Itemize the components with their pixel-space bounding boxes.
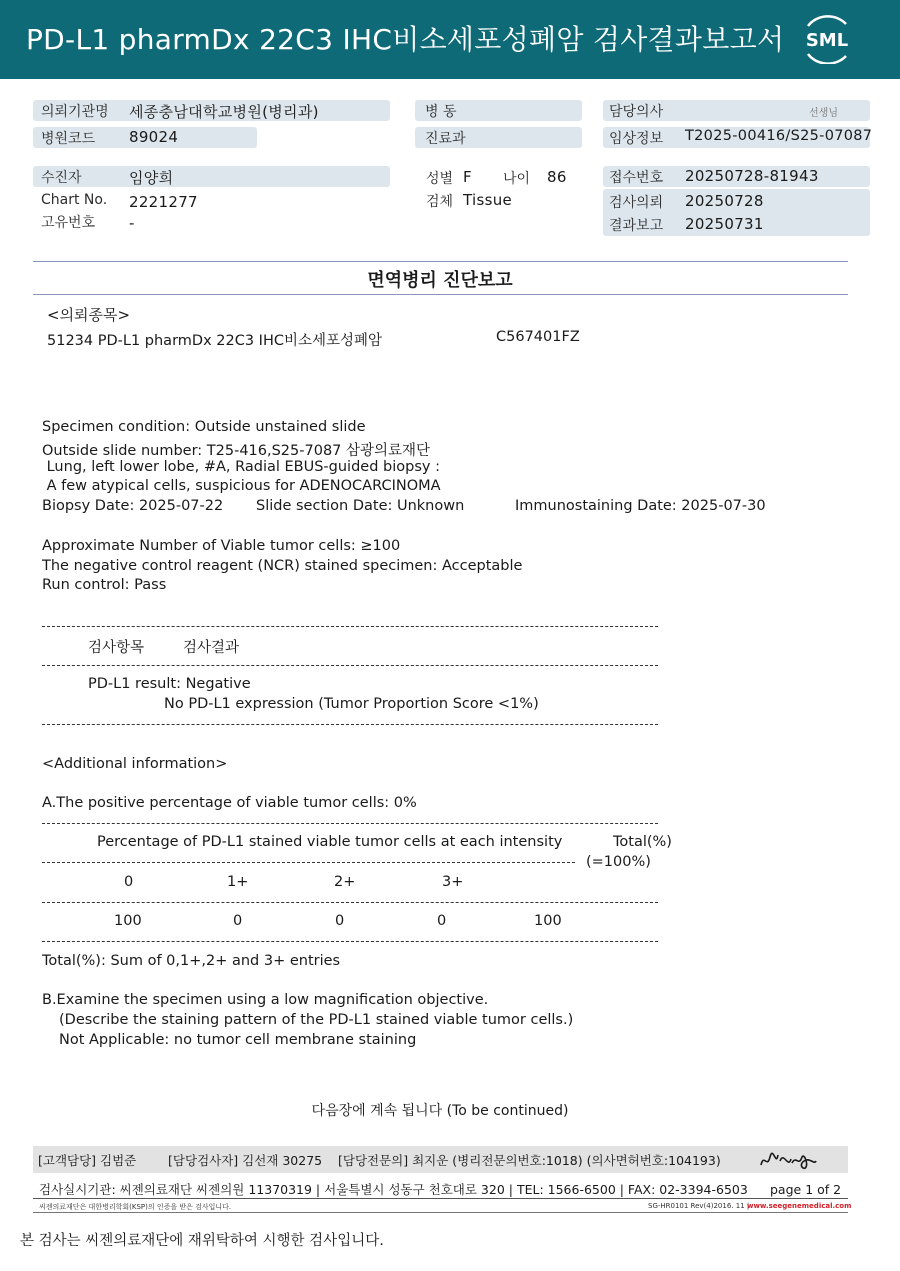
total-header: Total(%) xyxy=(613,834,672,850)
institution-value: 세종충남대학교병원(병리과) xyxy=(129,103,319,121)
footer-website-link[interactable]: www.seegenemedical.com xyxy=(747,1202,852,1210)
section-divider-bottom xyxy=(33,294,848,295)
dashed-rule xyxy=(42,823,658,824)
section-title: 면역병리 진단보고 xyxy=(367,270,513,291)
run-control-line: Run control: Pass xyxy=(42,577,167,593)
request-value: 20250728 xyxy=(685,192,764,210)
footer-page: page 1 of 2 xyxy=(770,1182,842,1197)
viable-cells-line: Approximate Number of Viable tumor cells: ≥100 xyxy=(42,538,401,554)
receipt-label: 접수번호 xyxy=(609,170,664,186)
age-label: 나이 xyxy=(503,171,531,187)
sex-label: 성별 xyxy=(426,171,454,187)
result-col-result: 검사결과 xyxy=(183,640,240,656)
dashed-rule xyxy=(42,626,658,627)
pdl1-result-detail: No PD-L1 expression (Tumor Proportion Score <1%) xyxy=(164,696,539,712)
svg-text:SML: SML xyxy=(805,30,849,51)
age-value: 86 xyxy=(547,168,567,186)
sex-value: F xyxy=(463,168,472,186)
footer-form-code: SG-HR0101 Rev(4)2016. 11 | xyxy=(648,1202,750,1210)
intensity-value-0: 100 xyxy=(114,913,142,929)
intensity-value-1: 0 xyxy=(233,913,243,929)
intensity-value-3: 0 xyxy=(437,913,447,929)
unique-label: 고유번호 xyxy=(41,215,96,231)
immunostaining-date: Immunostaining Date: 2025-07-30 xyxy=(515,498,766,514)
footer-staff-line: [고객담당] 김범준 [담당검사자] 김선재 30275 [담당전문의] 최지운 (병리전문의번호:1018) (의사면허번호:104193) xyxy=(38,1153,721,1168)
dashed-rule xyxy=(42,665,658,666)
section-date: Slide section Date: Unknown xyxy=(256,498,465,514)
signature-image xyxy=(758,1147,820,1173)
chart-value: 2221277 xyxy=(129,193,198,211)
patient-label: 수진자 xyxy=(41,170,82,186)
intensity-value-2: 0 xyxy=(335,913,345,929)
footer-lab-line: 검사실시기관: 씨젠의료재단 씨젠의원 11370319 | 서울특별시 성동구 천호대로 320 | TEL: 1566-6500 | FAX: 02-3394-6503 xyxy=(39,1182,748,1197)
chart-label: Chart No. xyxy=(41,192,108,208)
dept-label: 진료과 xyxy=(425,131,466,147)
intensity-level-2: 2+ xyxy=(334,874,356,890)
specimen-label: 검체 xyxy=(426,194,454,210)
order-item: 51234 PD-L1 pharmDx 22C3 IHC비소세포성폐암 xyxy=(47,333,383,349)
ward-label: 병 동 xyxy=(425,104,457,120)
positive-percentage-line: A.The positive percentage of viable tumor cells: 0% xyxy=(42,795,417,811)
b-line-1: B.Examine the specimen using a low magnification objective. xyxy=(42,992,489,1008)
section-divider-top xyxy=(33,261,848,262)
report-label: 결과보고 xyxy=(609,218,664,234)
unique-value: - xyxy=(129,214,135,232)
footer-rule xyxy=(33,1198,848,1199)
additional-heading: <Additional information> xyxy=(42,756,228,772)
clinical-value: T2025-00416/S25-07087 xyxy=(685,128,873,144)
specimen-line-3: Lung, left lower lobe, #A, Radial EBUS-guided biopsy : xyxy=(42,459,440,475)
b-line-2: (Describe the staining pattern of the PD-L1 stained viable tumor cells.) xyxy=(59,1012,574,1028)
doctor-suffix: 선생님 xyxy=(809,108,838,119)
dashed-rule xyxy=(42,902,658,903)
specimen-line-4: A few atypical cells, suspicious for ADENOCARCINOMA xyxy=(42,478,441,494)
request-label: 검사의뢰 xyxy=(609,195,664,211)
receipt-value: 20250728-81943 xyxy=(685,167,819,185)
sml-logo xyxy=(800,14,854,64)
pdl1-result: PD-L1 result: Negative xyxy=(88,676,251,692)
dashed-rule xyxy=(42,862,575,863)
total-note: Total(%): Sum of 0,1+,2+ and 3+ entries xyxy=(42,953,341,969)
hospital-code-value: 89024 xyxy=(129,128,179,146)
order-code: C567401FZ xyxy=(496,329,580,345)
b-line-3: Not Applicable: no tumor cell membrane staining xyxy=(59,1032,417,1048)
report-header xyxy=(0,0,900,79)
report-value: 20250731 xyxy=(685,215,764,233)
footer-rule xyxy=(33,1212,848,1213)
specimen-line-2: Outside slide number: T25-416,S25-7087 삼광의료재단 xyxy=(42,443,431,459)
specimen-value: Tissue xyxy=(463,191,513,209)
footer-cert-line: 씨젠의료재단은 대한병리학회(KSP)의 인증을 받은 검사입니다. xyxy=(39,1203,232,1211)
patient-value: 임양희 xyxy=(129,169,174,187)
total-subheader: (=100%) xyxy=(586,854,651,870)
hospital-code-label: 병원코드 xyxy=(41,131,96,147)
order-heading: <의뢰종목> xyxy=(47,306,131,324)
ncr-line: The negative control reagent (NCR) stained specimen: Acceptable xyxy=(42,558,523,574)
report-title: PD-L1 pharmDx 22C3 IHC비소세포성폐암 검사결과보고서 xyxy=(26,23,785,56)
dashed-rule xyxy=(42,941,658,942)
institution-label: 의뢰기관명 xyxy=(41,104,109,120)
clinical-label: 임상정보 xyxy=(609,131,664,147)
biopsy-date: Biopsy Date: 2025-07-22 xyxy=(42,498,224,514)
intensity-level-3: 3+ xyxy=(442,874,464,890)
reconsignment-note: 본 검사는 씨젠의료재단에 재위탁하여 시행한 검사입니다. xyxy=(20,1233,384,1249)
specimen-line-1: Specimen condition: Outside unstained slide xyxy=(42,419,366,435)
intensity-level-0: 0 xyxy=(124,874,134,890)
continued-note: 다음장에 계속 됩니다 (To be continued) xyxy=(311,1103,569,1119)
intensity-header: Percentage of PD-L1 stained viable tumor cells at each intensity xyxy=(97,834,563,850)
result-col-item: 검사항목 xyxy=(88,640,145,656)
doctor-label: 담당의사 xyxy=(609,104,664,120)
dashed-rule xyxy=(42,724,658,725)
intensity-level-1: 1+ xyxy=(227,874,249,890)
intensity-value-total: 100 xyxy=(534,913,562,929)
